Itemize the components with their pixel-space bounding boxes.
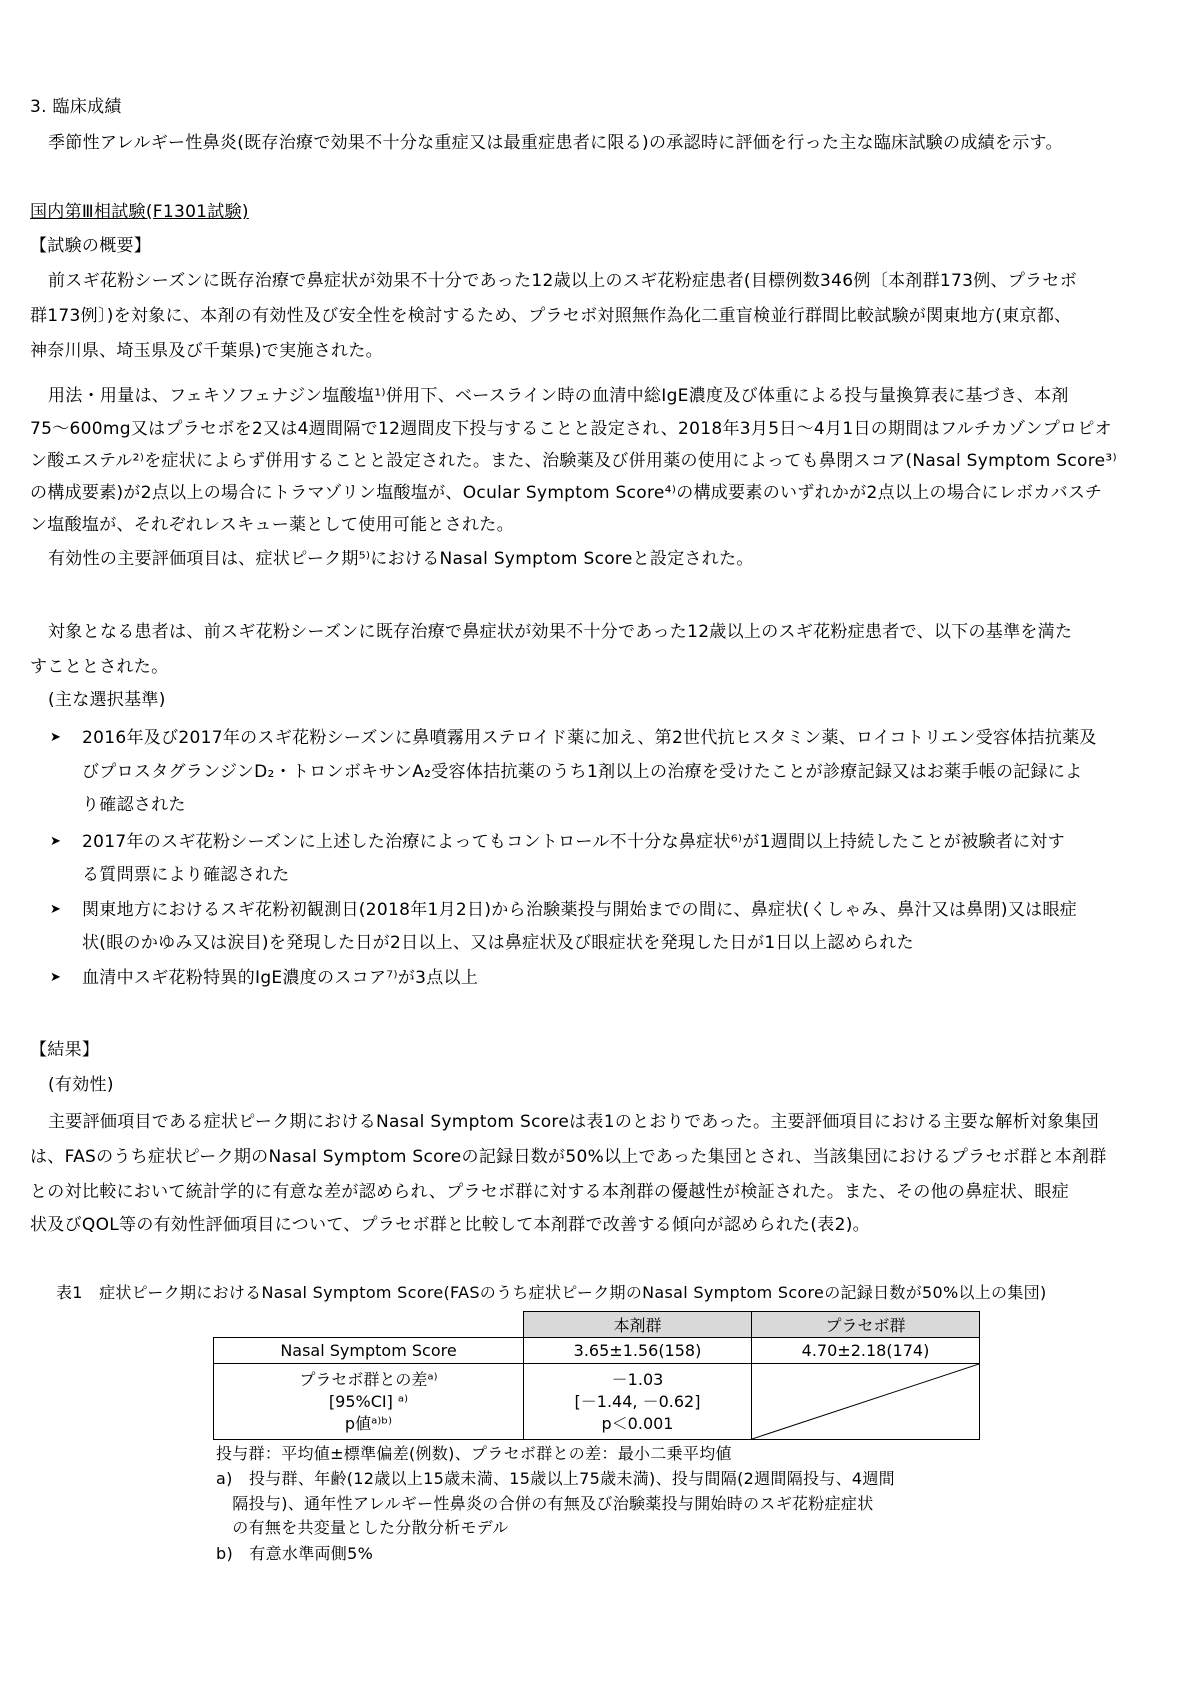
table1-caption: 表1 症状ピーク期におけるNasal Symptom Score(FASのうち症状ピーク期のNasal Symptom Scoreの記録日数が50%以上の集団) <box>56 1283 1047 1302</box>
ci-label: [95%CI] ᵃ⁾ <box>328 1391 409 1411</box>
diff-label: プラセボ群との差ᵃ⁾ <box>299 1369 438 1389</box>
drug-value: 3.65±1.56(158) <box>524 1338 752 1364</box>
placebo-value: 4.70±2.18(174) <box>752 1338 980 1364</box>
results-line: は、FASのうち症状ピーク期のNasal Symptom Scoreの記録日数が50%以上であった集団とされ、当該集団におけるプラセボ群と本剤群 <box>30 1147 1107 1167</box>
criterion-line: 2016年及び2017年のスギ花粉シーズンに鼻噴霧用ステロイド薬に加え、第2世代抗ヒスタミン薬、ロイコトリエン受容体拮抗薬及 <box>82 728 1097 748</box>
criterion-line: る質問票により確認された <box>82 865 290 885</box>
drug-value <box>524 1364 752 1440</box>
ci-value: [－1.44, －0.62] <box>574 1391 701 1411</box>
table-row <box>214 1338 980 1364</box>
criterion-line: 血清中スギ花粉特異的IgE濃度のスコア⁷⁾が3点以上 <box>82 968 479 988</box>
not-applicable-cell <box>752 1364 980 1440</box>
dosage-line: ン塩酸塩が、それぞれレスキュー薬として使用可能とされた。 <box>30 515 514 535</box>
criterion-line: 関東地方におけるスギ花粉初観測日(2018年1月2日)から治験薬投与開始までの間に、鼻症状(くしゃみ、鼻汁又は鼻閉)又は眼症 <box>82 900 1078 920</box>
dosage-line: ン酸エステル²⁾を症状によらず併用することと設定された。また、治験薬及び併用薬の使用によっても鼻閉スコア(Nasal Symptom Score³⁾ <box>30 451 1118 471</box>
dosage-line: 用法・用量は、フェキソフェナジン塩酸塩¹⁾併用下、ベースライン時の血清中総IgE濃度及び体重による投与量換算表に基づき、本剤 <box>48 386 1069 406</box>
results-line: 主要評価項目である症状ピーク期におけるNasal Symptom Scoreは表1のとおりであった。主要評価項目における主要な解析対象集団 <box>48 1112 1100 1132</box>
diagonal-line <box>752 1364 979 1439</box>
row-label <box>214 1364 524 1440</box>
table-note: 隔投与)、通年性アレルギー性鼻炎の合併の有無及び治験薬投与開始時のスギ花粉症症状 <box>216 1494 874 1513</box>
endpoint-line: 有効性の主要評価項目は、症状ピーク期⁵⁾におけるNasal Symptom Scoreと設定された。 <box>48 549 754 569</box>
row-label: Nasal Symptom Score <box>214 1338 524 1364</box>
results-line: との対比較において統計学的に有意な差が認められ、プラセボ群に対する本剤群の優越性が検証された。また、その他の鼻症状、眼症 <box>30 1182 1070 1202</box>
bullet-arrow-icon: ➤ <box>50 970 61 985</box>
overview-line: 神奈川県、埼玉県及び千葉県)で実施された。 <box>30 341 383 361</box>
bullet-arrow-icon: ➤ <box>50 902 61 917</box>
efficacy-heading: (有効性) <box>48 1075 114 1095</box>
p-value: p＜0.001 <box>601 1413 674 1433</box>
trial-heading: 国内第Ⅲ相試験(F1301試験) <box>30 202 249 222</box>
criterion-line: びプロスタグランジンD₂・トロンボキサンA₂受容体拮抗薬のうち1剤以上の治療を受けたことが診療記録又はお薬手帳の記録によ <box>82 762 1083 782</box>
overview-line: 前スギ花粉シーズンに既存治療で鼻症状が効果不十分であった12歳以上のスギ花粉症患者(目標例数346例〔本剤群173例、プラセボ <box>48 271 1078 291</box>
p-label: p値ᵃ⁾ᵇ⁾ <box>344 1413 393 1433</box>
table-note: b) 有意水準両側5% <box>216 1544 374 1563</box>
patients-line: 対象となる患者は、前スギ花粉シーズンに既存治療で鼻症状が効果不十分であった12歳以上のスギ花粉症患者で、以下の基準を満た <box>48 622 1073 642</box>
table-note: a) 投与群、年齢(12歳以上15歳未満、15歳以上75歳未満)、投与間隔(2週間隔投与、4週間 <box>216 1469 895 1488</box>
criterion-line: 2017年のスギ花粉シーズンに上述した治療によってもコントロール不十分な鼻症状⁶⁾が1週間以上持続したことが被験者に対す <box>82 832 1065 852</box>
patients-line: すこととされた。 <box>30 657 169 677</box>
table-note: の有無を共変量とした分散分析モデル <box>216 1518 509 1537</box>
diff-value: －1.03 <box>611 1369 664 1389</box>
criterion-line: り確認された <box>82 795 186 815</box>
criterion-line: 状(眼のかゆみ又は涙目)を発現した日が2日以上、又は鼻症状及び眼症状を発現した日が1日以上認められた <box>82 933 914 953</box>
criteria-heading: (主な選択基準) <box>48 690 166 710</box>
table1 <box>213 1311 980 1440</box>
intro-text: 季節性アレルギー性鼻炎(既存治療で効果不十分な重症又は最重症患者に限る)の承認時に評価を行った主な臨床試験の成績を示す。 <box>48 133 1063 153</box>
table-note: 投与群：平均値±標準偏差(例数)、プラセボ群との差：最小二乗平均値 <box>216 1444 732 1463</box>
dosage-line: の構成要素)が2点以上の場合にトラマゾリン塩酸塩が、Ocular Symptom Score⁴⁾の構成要素のいずれかが2点以上の場合にレボカバスチ <box>30 483 1103 503</box>
bullet-arrow-icon: ➤ <box>50 834 61 849</box>
bullet-arrow-icon: ➤ <box>50 730 61 745</box>
table-header-empty <box>214 1312 524 1338</box>
table-row <box>214 1364 980 1440</box>
results-line: 状及びQOL等の有効性評価項目について、プラセボ群と比較して本剤群で改善する傾向が認められた(表2)。 <box>30 1215 870 1235</box>
overview-heading: 【試験の概要】 <box>30 236 152 256</box>
dosage-line: 75～600mg又はプラセボを2又は4週間隔で12週間皮下投与することと設定され、2018年3月5日～4月1日の期間はフルチカゾンプロピオ <box>30 419 1112 439</box>
overview-line: 群173例〕)を対象に、本剤の有効性及び安全性を検討するため、プラセボ対照無作為化二重盲検並行群間比較試験が関東地方(東京都、 <box>30 306 1072 326</box>
table-header-drug: 本剤群 <box>524 1312 752 1338</box>
results-heading: 【結果】 <box>30 1040 100 1060</box>
section-heading: 3. 臨床成績 <box>30 97 122 117</box>
table-header-placebo: プラセボ群 <box>752 1312 980 1338</box>
